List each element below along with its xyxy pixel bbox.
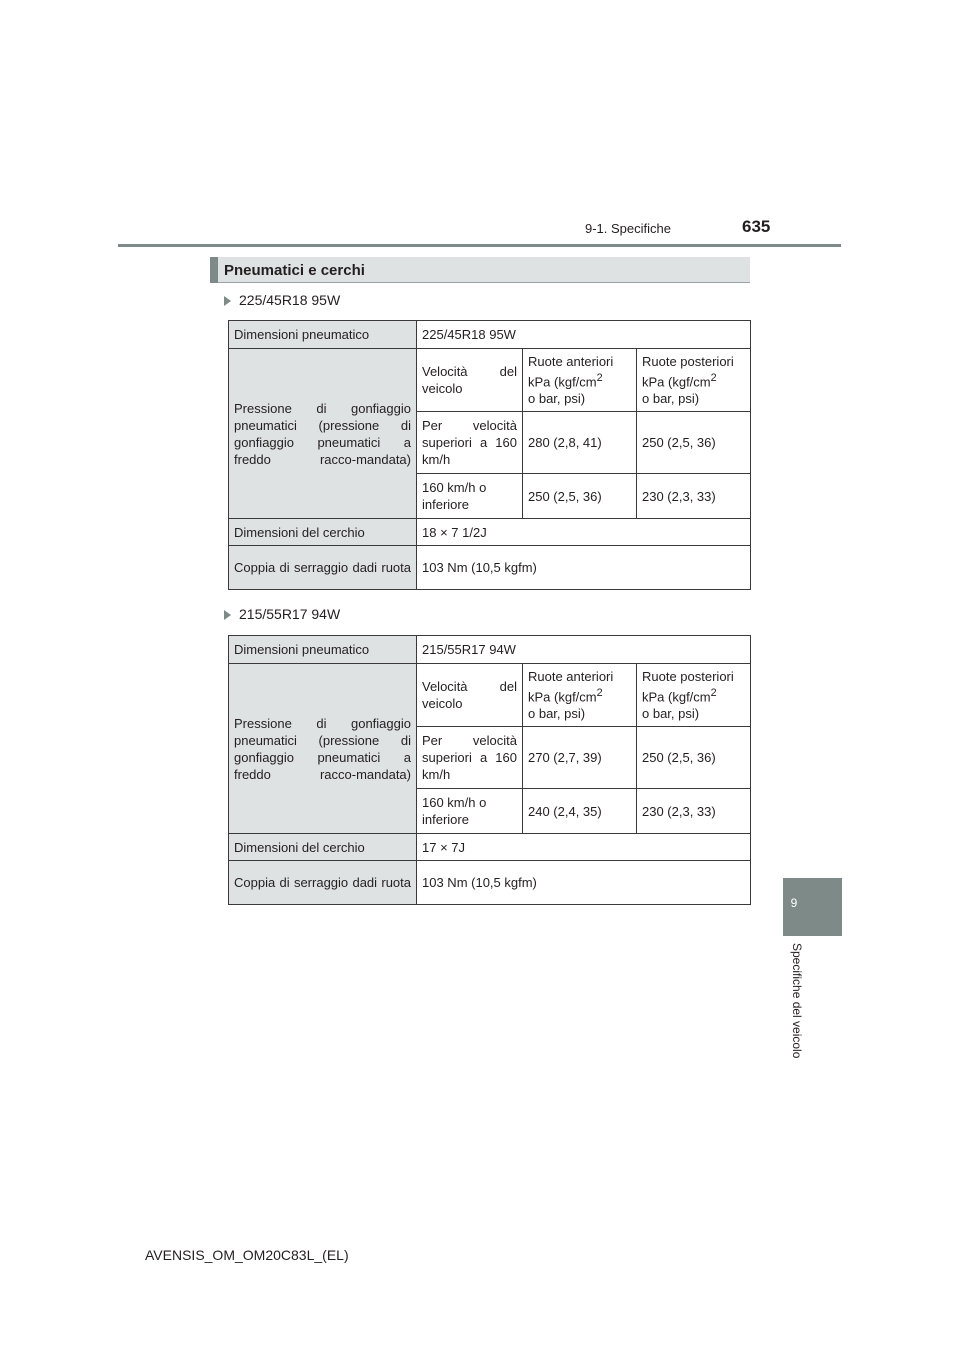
- speed-high-front-value: 270 (2,7, 39): [523, 727, 637, 789]
- speed-low-front-value: 240 (2,4, 35): [523, 789, 637, 834]
- pressure-label: Pressione di gonfiaggio pneumatici (pressione di gonfiaggio pneumatici a freddo racco-mandata): [229, 664, 417, 834]
- section-title: Pneumatici e cerchi: [224, 262, 365, 279]
- torque-value: 103 Nm (10,5 kgfm): [417, 861, 751, 905]
- tire-size-label: Dimensioni pneumatico: [229, 636, 417, 664]
- torque-label: Coppia di serraggio dadi ruota: [229, 546, 417, 590]
- page-number: 635: [742, 217, 771, 236]
- front-wheels-header: Ruote anteriori kPa ($kgf/cm^2$ o bar, psi): [523, 349, 637, 412]
- vehicle-speed-label: Velocità del veicolo: [417, 349, 523, 412]
- rim-size-value: 18 × 7 1/2J: [417, 519, 751, 546]
- speed-high-label: Per velocità superiori a 160 km/h: [417, 727, 523, 789]
- footer-doc-code: AVENSIS_OM_OM20C83L_(EL): [145, 1247, 349, 1263]
- tire-size-heading-text: 225/45R18 95W: [239, 292, 341, 308]
- tire-size-label: Dimensioni pneumatico: [229, 321, 417, 349]
- speed-low-rear-value: 230 (2,3, 33): [637, 789, 751, 834]
- torque-label: Coppia di serraggio dadi ruota: [229, 861, 417, 905]
- speed-low-label: 160 km/h o inferiore: [417, 474, 523, 519]
- pressure-label: Pressione di gonfiaggio pneumatici (pressione di gonfiaggio pneumatici a freddo racco-mandata): [229, 349, 417, 519]
- tire-size-value: 215/55R17 94W: [417, 636, 751, 664]
- tire-size-heading-1: [224, 292, 340, 308]
- rim-size-label: Dimensioni del cerchio: [229, 834, 417, 861]
- speed-low-rear-value: 230 (2,3, 33): [637, 474, 751, 519]
- chapter-title: Specifiche del veicolo: [790, 943, 804, 1059]
- chapter-number: 9: [790, 896, 798, 910]
- speed-low-front-value: 250 (2,5, 36): [523, 474, 637, 519]
- rim-size-value: 17 × 7J: [417, 834, 751, 861]
- rear-wheels-header: Ruote posteriori kPa ($kgf/cm^2$ o bar, psi): [637, 349, 751, 412]
- rim-size-label: Dimensioni del cerchio: [229, 519, 417, 546]
- tire-size-heading-2: [224, 606, 340, 622]
- spec-table-1: [228, 320, 751, 590]
- speed-high-label: Per velocità superiori a 160 km/h: [417, 412, 523, 474]
- triangle-bullet-icon: [224, 296, 231, 306]
- tire-size-heading-text: 215/55R17 94W: [239, 606, 341, 622]
- speed-high-rear-value: 250 (2,5, 36): [637, 727, 751, 789]
- triangle-bullet-icon: [224, 610, 231, 620]
- speed-low-label: 160 km/h o inferiore: [417, 789, 523, 834]
- header-rule: [118, 244, 841, 247]
- section-title-marker: [210, 257, 218, 283]
- speed-high-front-value: 280 (2,8, 41): [523, 412, 637, 474]
- front-wheels-header: Ruote anteriori kPa ($kgf/cm^2$ o bar, psi): [523, 664, 637, 727]
- vehicle-speed-label: Velocità del veicolo: [417, 664, 523, 727]
- rear-wheels-header: Ruote posteriori kPa ($kgf/cm^2$ o bar, psi): [637, 664, 751, 727]
- torque-value: 103 Nm (10,5 kgfm): [417, 546, 751, 590]
- speed-high-rear-value: 250 (2,5, 36): [637, 412, 751, 474]
- tire-size-value: 225/45R18 95W: [417, 321, 751, 349]
- header-section-title: 9-1. Specifiche: [585, 221, 671, 236]
- spec-table-2: [228, 635, 751, 905]
